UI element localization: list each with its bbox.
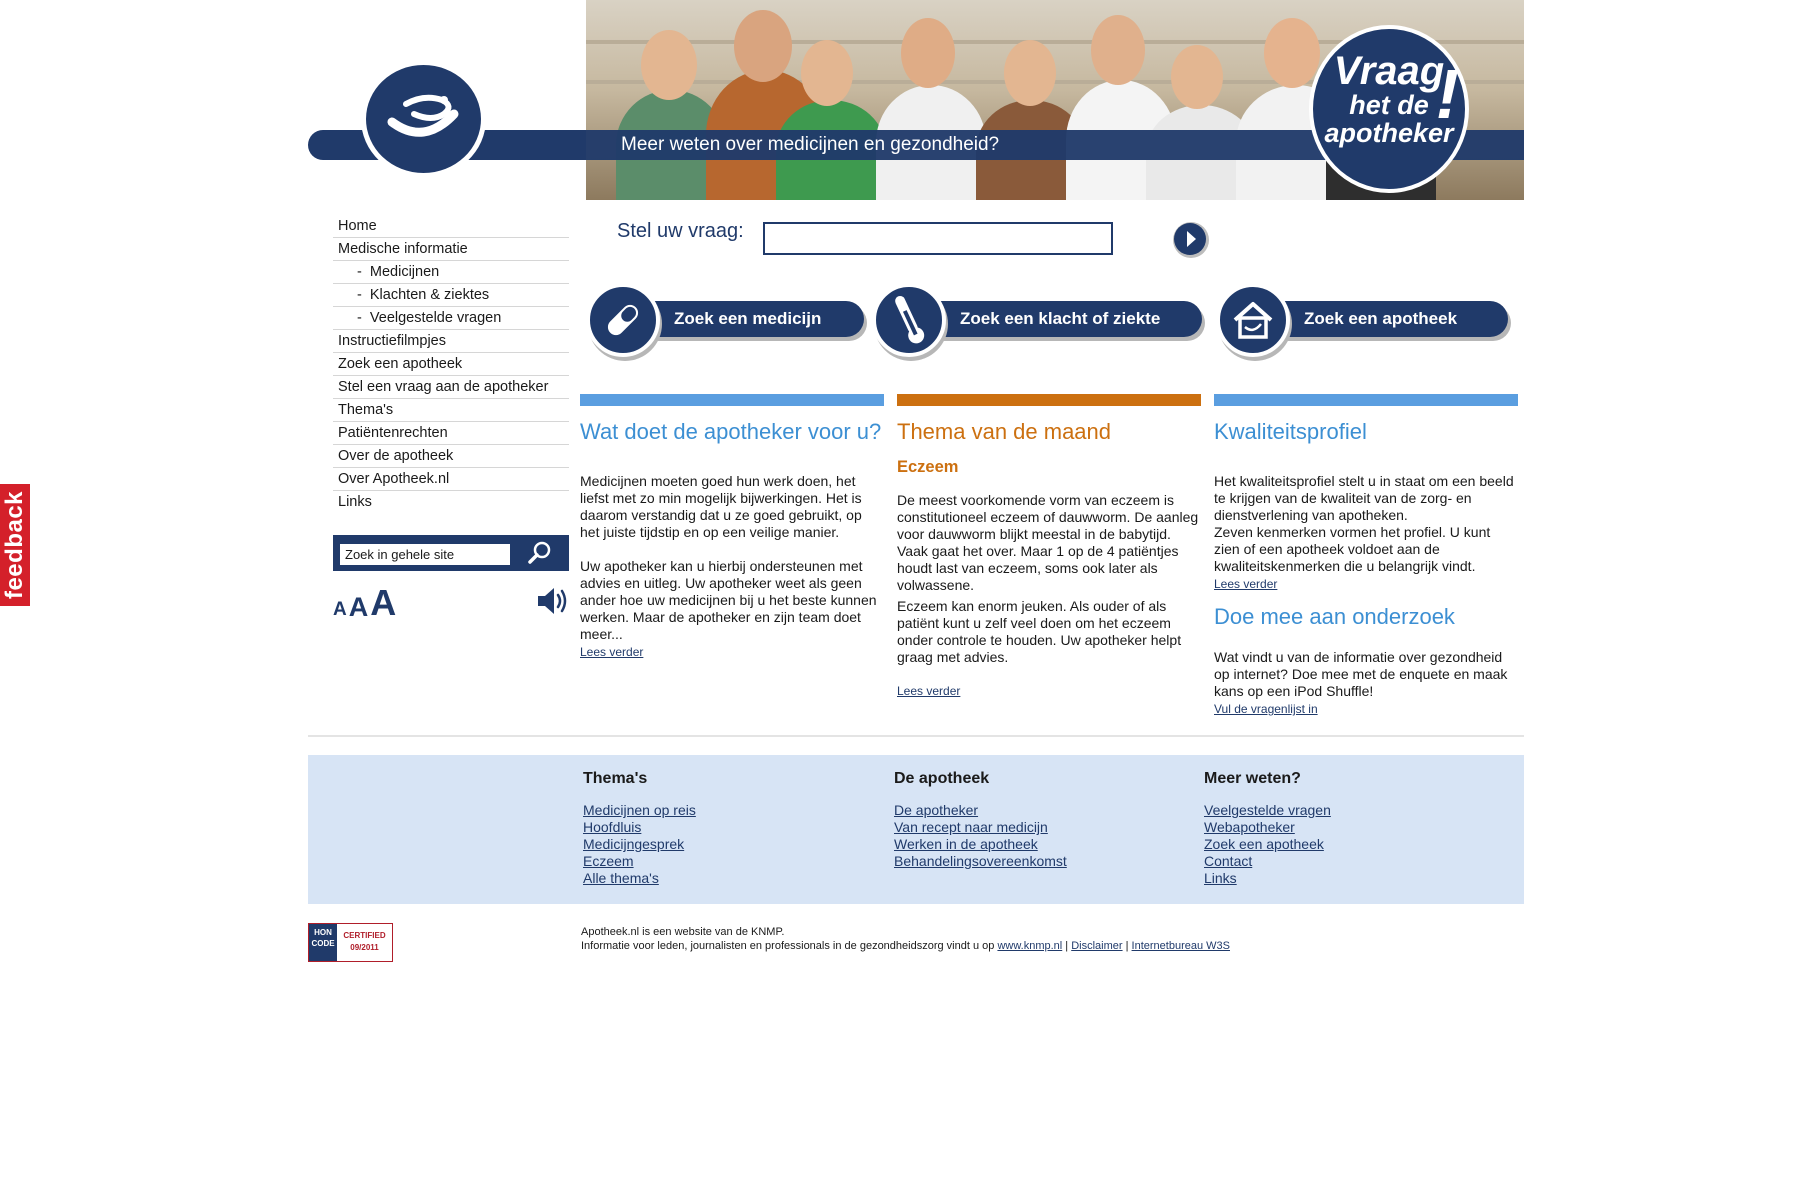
lees-verder-link[interactable]: Lees verder	[1214, 577, 1278, 591]
column-title[interactable]: Thema van de maand	[897, 419, 1112, 444]
nav-item-over-de-apotheek[interactable]: Over de apotheek	[333, 445, 569, 468]
snake-bowl-icon	[384, 84, 464, 154]
font-size-large-button[interactable]: A	[370, 582, 397, 623]
footer-link[interactable]: Behandelingsovereenkomst	[894, 853, 1067, 869]
left-navigation	[333, 215, 569, 514]
nav-item-medicijnen[interactable]: - Medicijnen	[333, 261, 569, 284]
w3s-link[interactable]: Internetbureau W3S	[1131, 940, 1230, 952]
footer-column-meer-weten	[1204, 770, 1331, 887]
column-paragraph: Wat vindt u van de informatie over gezondheid op internet? Doe mee met de enquete en maak kans op een iPod Shuffle!	[1214, 649, 1508, 699]
footer-link[interactable]: Werken in de apotheek	[894, 836, 1038, 852]
nav-item-over-apotheek-nl[interactable]: Over Apotheek.nl	[333, 468, 569, 491]
hon-certified-date: 09/2011	[350, 943, 379, 952]
knmp-link[interactable]: www.knmp.nl	[997, 940, 1063, 952]
zoek-medicijn-label: Zoek een medicijn	[624, 301, 864, 337]
page	[308, 0, 1524, 980]
credits-line-1: Apotheek.nl is een website van de KNMP.	[581, 926, 785, 938]
badge-exclamation: !	[1435, 55, 1459, 133]
feedback-tab[interactable]	[0, 484, 30, 606]
zoek-apotheek-label: Zoek een apotheek	[1254, 301, 1508, 337]
font-size-small-button[interactable]: A	[333, 599, 347, 620]
vragenlijst-link[interactable]: Vul de vragenlijst in	[1214, 702, 1318, 716]
footer-column-apotheek	[894, 770, 1067, 870]
nav-item-links[interactable]: Links	[338, 494, 372, 510]
font-size-controls	[333, 582, 397, 623]
nav-item-zoek-een-apotheek[interactable]: Zoek een apotheek	[333, 353, 569, 376]
vraag-het-de-apotheker-badge[interactable]	[1309, 25, 1469, 193]
column-paragraph: Medicijnen moeten goed hun werk doen, het liefst met zo min mogelijk bijwerkingen. Het is daarom verstandig dat u ze goed gebruikt, op het juiste tijdstip en op een veilige manier.	[580, 473, 862, 540]
arrow-right-icon[interactable]	[1172, 221, 1210, 259]
footer-links	[308, 755, 1524, 904]
column-paragraph: Uw apotheker kan u hierbij ondersteunen met advies en uitleg. Uw apotheker weet als geen ander hoe uw medicijnen bij u het beste kunnen werken. Maar de apotheker en zijn team doet meer...	[580, 558, 877, 642]
speaker-icon[interactable]	[536, 585, 570, 617]
site-search	[333, 535, 569, 571]
header-slogan: Meer weten over medicijnen en gezondheid?	[621, 134, 1000, 155]
column-title-2[interactable]: Doe mee aan onderzoek	[1214, 604, 1455, 629]
column-kwaliteit	[1214, 394, 1518, 718]
nav-item-pati-ntenrechten[interactable]: Patiëntenrechten	[333, 422, 569, 445]
site-search-input[interactable]	[340, 544, 510, 565]
nav-item-medische-informatie[interactable]: Medische informatie	[333, 238, 569, 261]
footer-link[interactable]: Hoofdluis	[583, 819, 642, 835]
badge-line-1: Vraag	[1333, 49, 1445, 93]
house-icon	[1216, 283, 1290, 357]
footer-link[interactable]: Medicijnen op reis	[583, 802, 696, 818]
footer-link[interactable]: Veelgestelde vragen	[1204, 802, 1331, 818]
nav-item-instructiefilmpjes[interactable]: Instructiefilmpjes	[333, 330, 569, 353]
footer-column-title: Meer weten?	[1204, 770, 1301, 787]
nav-item-klachten-ziektes[interactable]: - Klachten & ziektes	[333, 284, 569, 307]
column-color-bar	[580, 394, 884, 406]
column-paragraph: De meest voorkomende vorm van eczeem is constitutioneel eczeem of dauwworm. De aanleg voor dauwworm blijkt meestal in de babytijd. Vaak gaat het over. Maar 1 op de 4 patiëntjes houdt last van eczeem, soms ook later als volwassene.	[897, 492, 1199, 593]
apotheek-logo[interactable]	[361, 60, 486, 178]
feedback-label: feedback	[1, 490, 28, 600]
pill-icon	[586, 283, 660, 357]
column-paragraph: Het kwaliteitsprofiel stelt u in staat om een beeld te krijgen van de kwaliteit van de zorg- en dienstverlening van apotheken.	[1214, 473, 1514, 523]
footer-link[interactable]: Alle thema's	[583, 870, 659, 886]
nav-item-thema-s[interactable]: Thema's	[333, 399, 569, 422]
credits-separator: |	[1125, 940, 1129, 952]
footer-link[interactable]: Medicijngesprek	[583, 836, 685, 852]
zoek-klacht-ziekte-button[interactable]	[870, 281, 1210, 361]
column-color-bar	[897, 394, 1201, 406]
column-color-bar	[1214, 394, 1518, 406]
font-size-medium-button[interactable]: A	[348, 592, 369, 622]
credits-line-2	[581, 939, 1230, 953]
column-apotheker	[580, 394, 884, 661]
footer-link[interactable]: Zoek een apotheek	[1204, 836, 1324, 852]
footer-link[interactable]: De apotheker	[894, 802, 979, 818]
column-thema	[897, 394, 1201, 700]
header	[308, 0, 1524, 200]
hon-code-logo: HON CODE	[309, 924, 337, 961]
zoek-klacht-ziekte-label: Zoek een klacht of ziekte	[910, 301, 1202, 337]
column-title[interactable]: Wat doet de apotheker voor u?	[580, 419, 882, 444]
badge-line-3: apotheker	[1324, 118, 1454, 148]
zoek-apotheek-button[interactable]	[1214, 281, 1514, 361]
disclaimer-link[interactable]: Disclaimer	[1071, 940, 1123, 952]
badge-line-2: het de	[1349, 90, 1429, 120]
column-paragraph: Eczeem kan enorm jeuken. Als ouder of als patiënt kunt u zelf veel doen om het eczeem onder controle te houden. Uw apotheker helpt graag met advies.	[897, 598, 1182, 665]
column-title[interactable]: Kwaliteitsprofiel	[1214, 419, 1367, 444]
footer-link[interactable]: Van recept naar medicijn	[894, 819, 1048, 835]
lees-verder-link[interactable]: Lees verder	[897, 684, 961, 698]
column-subtitle[interactable]: Eczeem	[897, 458, 959, 476]
credits-prefix: Informatie voor leden, journalisten en professionals in de gezondheidszorg vindt u op	[581, 940, 995, 952]
lees-verder-link[interactable]: Lees verder	[580, 645, 644, 659]
footer-column-themas	[583, 770, 696, 887]
ask-question-input[interactable]	[763, 222, 1113, 255]
nav-item-home[interactable]: Home	[333, 215, 569, 238]
magnifier-icon[interactable]	[526, 540, 554, 566]
hon-certified-text	[337, 924, 392, 961]
column-paragraph: Zeven kenmerken vormen het profiel. U kunt zien of een apotheek voldoet aan de kwaliteitskenmerken die u belangrijk vindt.	[1214, 524, 1491, 574]
thermometer-icon	[872, 283, 946, 357]
hon-code-badge[interactable]	[308, 923, 393, 962]
footer-column-title: De apotheek	[894, 770, 990, 787]
nav-item-veelgestelde-vragen[interactable]: - Veelgestelde vragen	[333, 307, 569, 330]
nav-item-stel-een-vraag-aan-de-apotheker[interactable]: Stel een vraag aan de apotheker	[333, 376, 569, 399]
footer-column-title: Thema's	[583, 770, 648, 787]
footer-link[interactable]: Links	[1204, 870, 1237, 886]
zoek-medicijn-button[interactable]	[584, 281, 870, 361]
hon-certified-label: CERTIFIED	[343, 931, 386, 940]
footer-link[interactable]: Contact	[1204, 853, 1253, 869]
ask-question-label: Stel uw vraag:	[617, 220, 744, 242]
site-credits	[581, 925, 1230, 953]
content-divider	[308, 735, 1524, 737]
footer-link[interactable]: Eczeem	[583, 853, 634, 869]
footer-link[interactable]: Webapotheker	[1204, 819, 1295, 835]
credits-separator: |	[1065, 940, 1069, 952]
